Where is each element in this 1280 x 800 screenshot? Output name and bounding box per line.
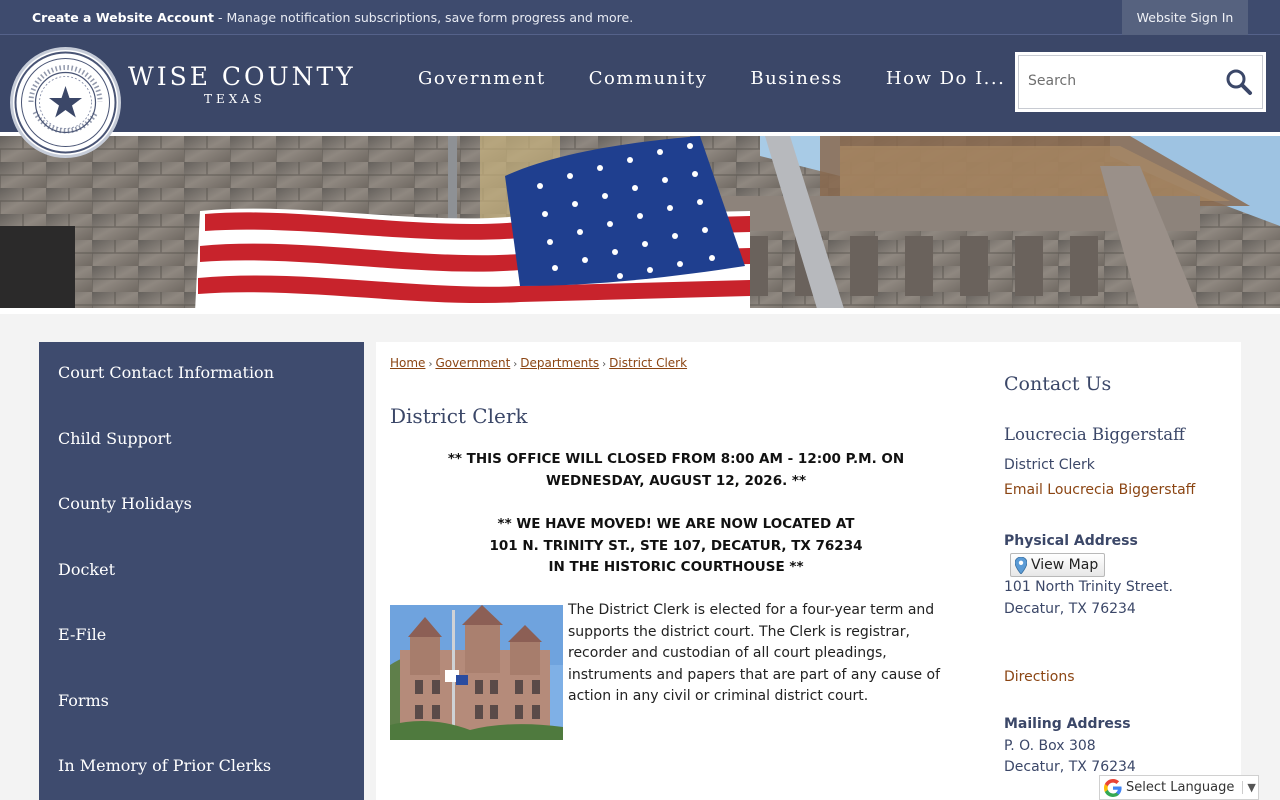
mailing-address-label: Mailing Address bbox=[1004, 716, 1131, 732]
banner-divider bbox=[0, 308, 1280, 314]
sidebar-item-e-file[interactable]: E-File bbox=[58, 625, 107, 644]
breadcrumb bbox=[390, 356, 687, 370]
mailing-address-city: Decatur, TX 76234 bbox=[1004, 759, 1136, 775]
site-header bbox=[0, 35, 1280, 132]
top-utility-bar bbox=[0, 0, 1280, 35]
main-content bbox=[376, 342, 1241, 800]
search-box bbox=[1015, 52, 1266, 112]
breadcrumb-home[interactable]: Home bbox=[390, 356, 426, 370]
closure-notice bbox=[390, 449, 962, 492]
department-description: The District Clerk is elected for a four-year term and supports the district court. The Clerk is registrar, recorder and custodian of all court pleadings, instruments and papers that are part of any cause of action in any civil or criminal district court. bbox=[568, 602, 941, 704]
email-contact-link[interactable]: Email Loucrecia Biggerstaff bbox=[1004, 482, 1196, 498]
courthouse-photo bbox=[390, 605, 563, 740]
sidebar-item-county-holidays[interactable]: County Holidays bbox=[58, 494, 192, 513]
header-banner-image bbox=[0, 132, 1280, 308]
closure-notice-line: WEDNESDAY, AUGUST 12, 2026. ** bbox=[545, 472, 807, 489]
nav-how-do-i[interactable]: How Do I... bbox=[885, 68, 1006, 89]
map-pin-icon bbox=[1015, 557, 1027, 574]
breadcrumb-government[interactable]: Government bbox=[435, 356, 511, 370]
sidebar-item-in-memory-of-prior-clerks[interactable]: In Memory of Prior Clerks bbox=[58, 756, 272, 775]
physical-address-label: Physical Address bbox=[1004, 533, 1138, 549]
search-button[interactable] bbox=[1224, 67, 1254, 97]
courthouse-flag-photo bbox=[0, 136, 1280, 308]
sidebar-item-forms[interactable]: Forms bbox=[58, 691, 109, 710]
page-title: District Clerk bbox=[390, 404, 528, 428]
contact-us-heading: Contact Us bbox=[1004, 373, 1112, 395]
moved-notice-line: IN THE HISTORIC COURTHOUSE ** bbox=[548, 559, 804, 575]
search-icon bbox=[1224, 67, 1254, 97]
nav-community[interactable]: Community bbox=[588, 68, 708, 89]
create-account-link[interactable]: Create a Website Account bbox=[32, 10, 214, 25]
breadcrumb-departments[interactable]: Departments bbox=[520, 356, 600, 370]
view-map-button[interactable] bbox=[1010, 553, 1105, 577]
physical-address-street: 101 North Trinity Street. bbox=[1004, 579, 1173, 595]
sidebar-item-court-contact-information[interactable]: Court Contact Information bbox=[58, 363, 274, 382]
courthouse-image bbox=[390, 605, 563, 740]
sidebar-item-docket[interactable]: Docket bbox=[58, 560, 116, 579]
sidebar-navigation bbox=[39, 342, 364, 800]
website-sign-in-button[interactable]: Website Sign In bbox=[1122, 0, 1248, 35]
mailing-address-box: P. O. Box 308 bbox=[1004, 738, 1096, 754]
moved-notice bbox=[390, 514, 962, 579]
county-seal-logo[interactable] bbox=[10, 47, 121, 158]
breadcrumb-separator-icon: › bbox=[602, 359, 607, 370]
county-name[interactable]: WISE COUNTY bbox=[128, 62, 356, 91]
dropdown-arrow-icon: ▼ bbox=[1242, 781, 1255, 794]
directions-link[interactable]: Directions bbox=[1004, 669, 1075, 685]
search-input[interactable] bbox=[1028, 67, 1208, 95]
create-account-message bbox=[32, 10, 633, 25]
nav-business[interactable]: Business bbox=[750, 68, 843, 89]
moved-notice-line: ** WE HAVE MOVED! WE ARE NOW LOCATED AT bbox=[497, 516, 855, 532]
breadcrumb-separator-icon: › bbox=[513, 359, 518, 370]
create-account-description: - Manage notification subscriptions, save form progress and more. bbox=[214, 10, 634, 25]
seal-emblem-icon bbox=[13, 50, 118, 155]
county-state: TEXAS bbox=[204, 92, 266, 106]
google-icon bbox=[1104, 779, 1122, 797]
view-map-label: View Map bbox=[1031, 557, 1099, 573]
nav-government[interactable]: Government bbox=[418, 68, 546, 89]
sidebar-item-child-support[interactable]: Child Support bbox=[58, 429, 172, 448]
main-navigation bbox=[418, 68, 1048, 89]
contact-name: Loucrecia Biggerstaff bbox=[1004, 425, 1185, 444]
contact-title: District Clerk bbox=[1004, 457, 1095, 473]
moved-notice-line: 101 N. TRINITY ST., STE 107, DECATUR, TX 76234 bbox=[489, 537, 863, 554]
breadcrumb-separator-icon: › bbox=[428, 359, 433, 370]
language-selector[interactable] bbox=[1099, 775, 1259, 800]
physical-address-city: Decatur, TX 76234 bbox=[1004, 601, 1136, 617]
closure-notice-line: ** THIS OFFICE WILL CLOSED FROM 8:00 AM - 12:00 P.M. ON bbox=[447, 451, 905, 467]
select-language-label: Select Language bbox=[1126, 780, 1235, 795]
breadcrumb-district-clerk[interactable]: District Clerk bbox=[609, 356, 688, 370]
